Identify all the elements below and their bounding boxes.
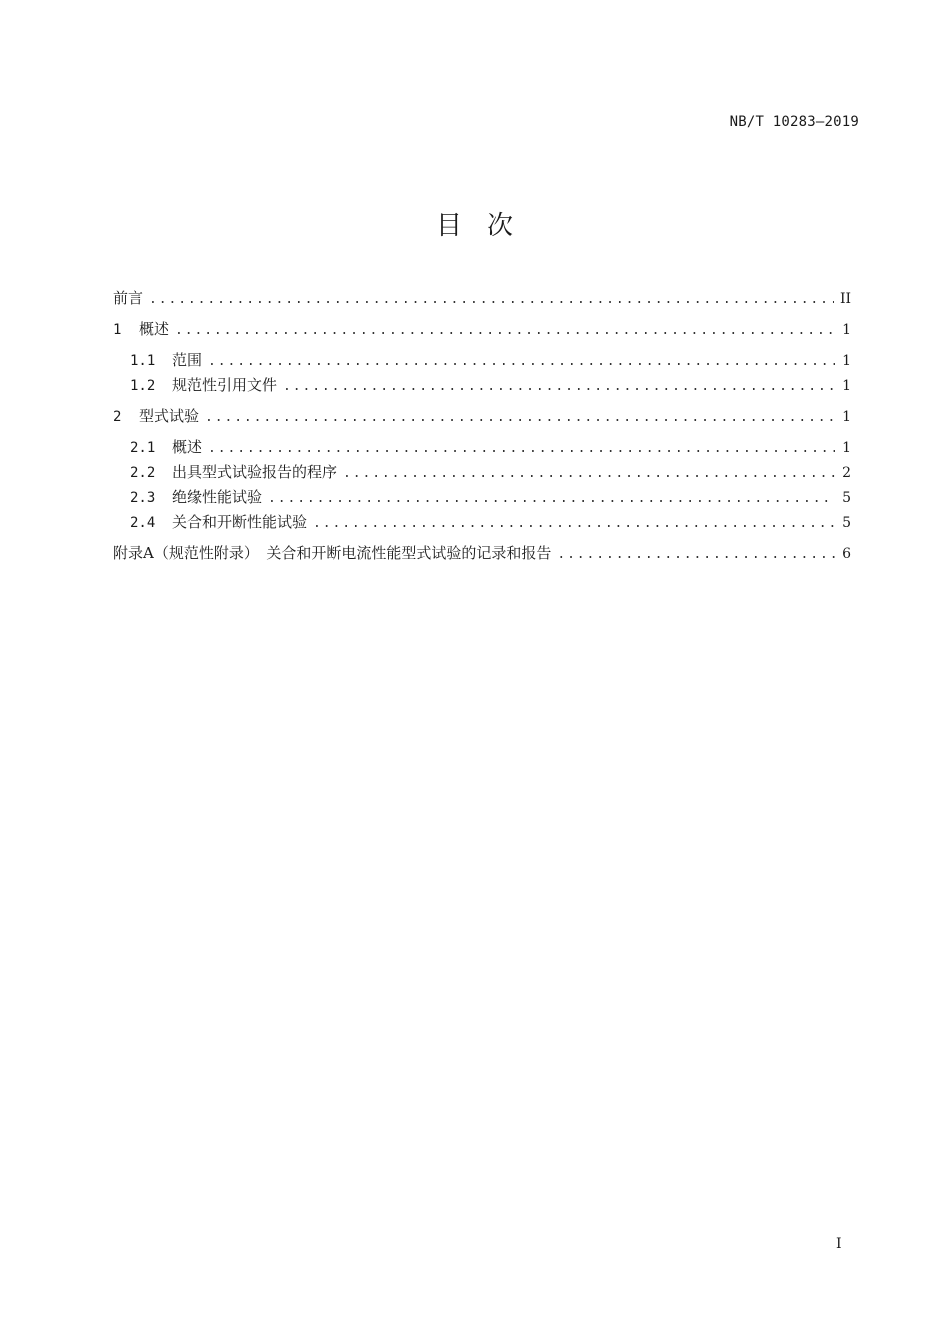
toc-entry-label: 出具型式试验报告的程序 [172, 463, 338, 481]
toc-entry-2[interactable] [113, 406, 851, 426]
toc-entry-number: 1.2 [130, 378, 156, 394]
toc-leader-dots [343, 464, 835, 484]
toc-leader-dots [208, 439, 835, 459]
toc-entry-label: 型式试验 [139, 407, 200, 425]
toc-entry-label: 附录A（规范性附录） 关合和开断电流性能型式试验的记录和报告 [113, 544, 552, 562]
toc-leader-dots [557, 545, 835, 565]
toc-leader-dots [205, 408, 835, 428]
toc-entry-page: 1 [842, 378, 851, 394]
standard-code: NB/T 10283—2019 [729, 114, 859, 130]
toc-leader-dots [208, 352, 835, 372]
toc-entry-page: 5 [842, 490, 851, 506]
toc-entry-number: 2 [113, 409, 122, 425]
toc-entry-1-2[interactable] [113, 375, 851, 395]
toc-leader-dots [175, 321, 835, 341]
toc-entry-label: 概述 [172, 438, 203, 456]
toc-entry-label: 规范性引用文件 [172, 376, 278, 394]
toc-entry-1[interactable] [113, 319, 851, 339]
toc-entry-label: 关合和开断性能试验 [172, 513, 308, 531]
title-char-2: 次 [487, 211, 515, 241]
toc-entry-number: 2.4 [130, 515, 156, 531]
toc-entry-2-4[interactable] [113, 512, 851, 532]
toc-entry-page: 2 [842, 465, 851, 481]
toc-entry-2-3[interactable] [113, 487, 851, 507]
toc-leader-dots [268, 489, 835, 509]
toc-entry-page: 1 [842, 409, 851, 425]
toc-entry-foreword[interactable] [113, 288, 851, 308]
toc-leader-dots [149, 290, 834, 310]
toc-entry-page: II [839, 291, 851, 307]
toc-leader-dots [283, 377, 835, 397]
toc-leader-dots [313, 514, 835, 534]
toc-entry-2-1[interactable] [113, 437, 851, 457]
toc-entry-label: 前言 [113, 289, 144, 307]
toc-entry-page: 1 [842, 322, 851, 338]
toc-entry-appendix-a[interactable] [113, 543, 851, 563]
title-char-1: 目 [435, 211, 463, 241]
toc-entry-label: 概述 [139, 320, 170, 338]
toc-entry-page: 6 [842, 546, 851, 562]
toc-entry-1-1[interactable] [113, 350, 851, 370]
page-title [0, 205, 950, 242]
toc-entry-label: 范围 [172, 351, 203, 369]
toc-entry-number: 1.1 [130, 353, 156, 369]
toc-entry-page: 1 [842, 353, 851, 369]
toc-entry-number: 1 [113, 322, 122, 338]
toc-entry-number: 2.1 [130, 440, 156, 456]
toc-entry-page: 1 [842, 440, 851, 456]
toc-entry-2-2[interactable] [113, 462, 851, 482]
page-number: I [836, 1236, 842, 1252]
toc-entry-label: 绝缘性能试验 [172, 488, 263, 506]
toc-entry-page: 5 [842, 515, 851, 531]
toc-entry-number: 2.2 [130, 465, 156, 481]
toc-entry-number: 2.3 [130, 490, 156, 506]
